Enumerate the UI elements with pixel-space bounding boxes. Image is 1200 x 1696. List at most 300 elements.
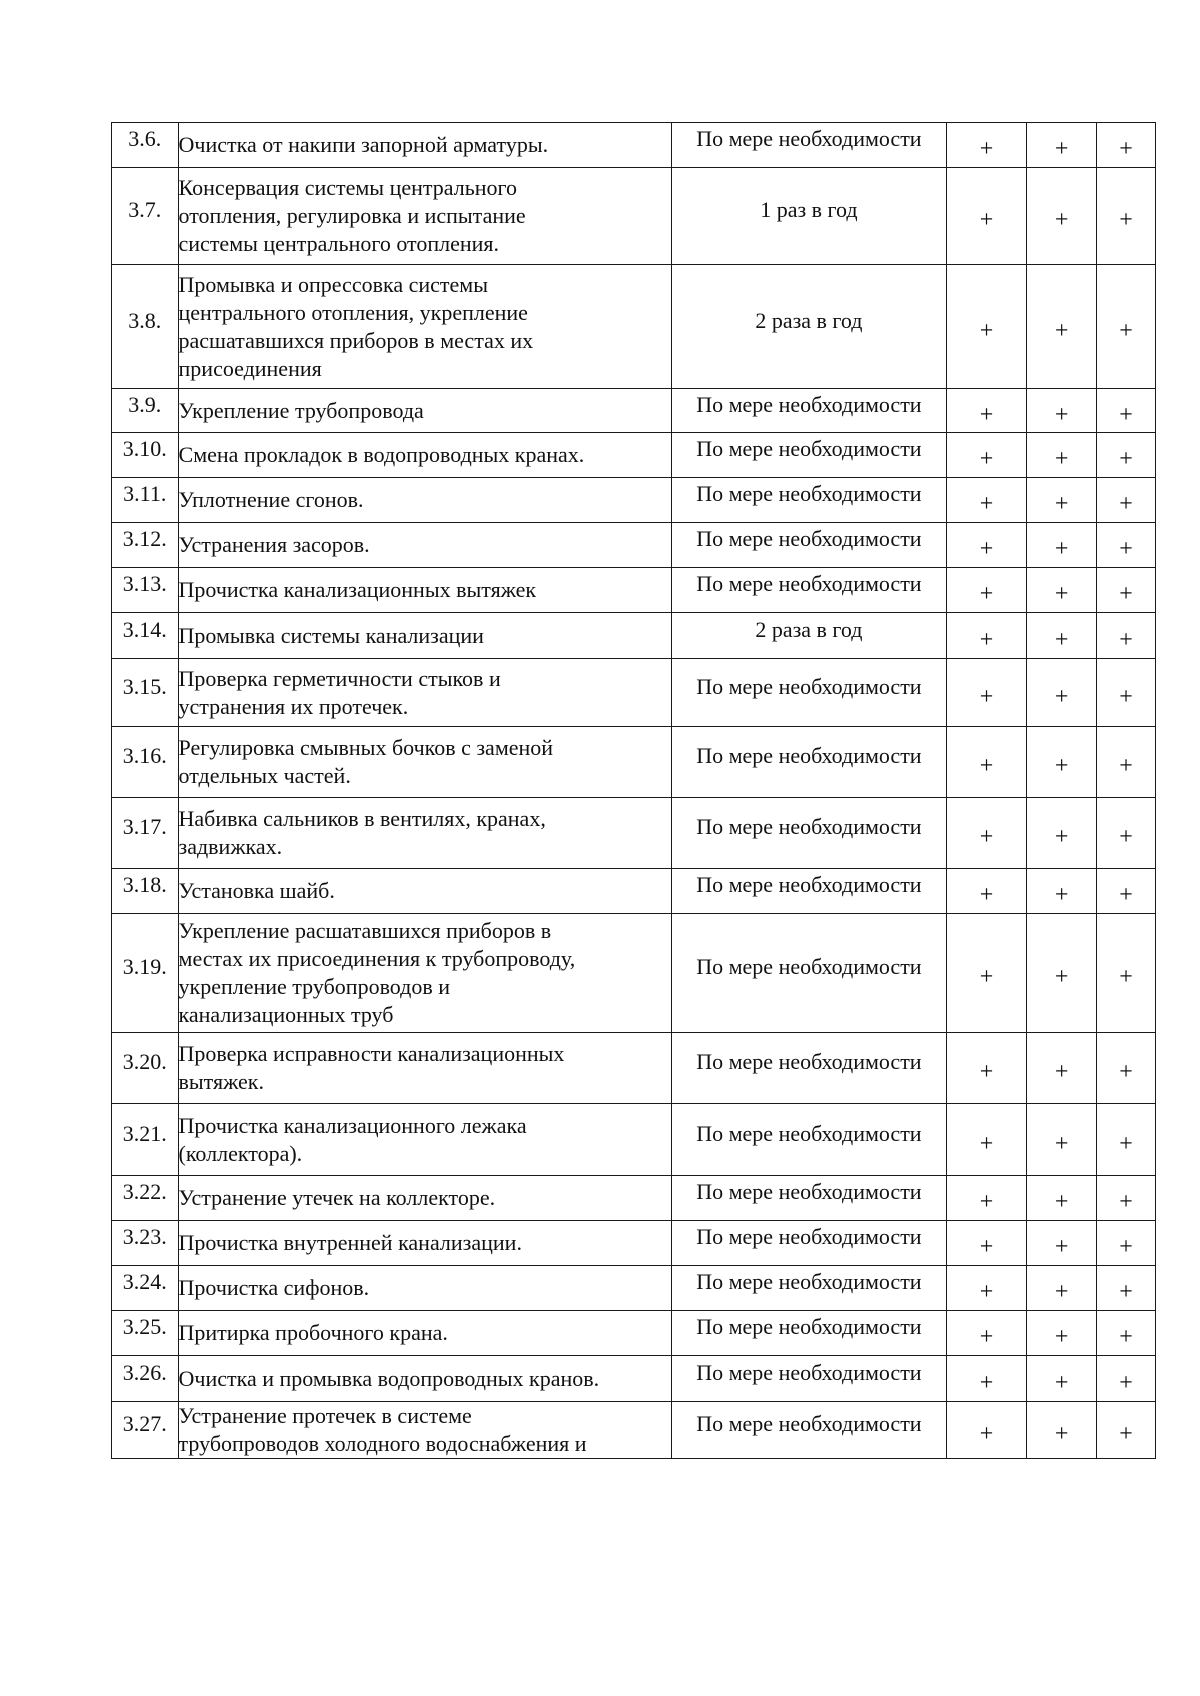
- work-description-line: присоединения: [178, 355, 322, 381]
- mark-cell: [946, 1033, 1026, 1104]
- item-number: 3.22.: [122, 1179, 167, 1204]
- plus-mark: +: [979, 1421, 994, 1447]
- item-number-cell: [112, 1311, 179, 1356]
- frequency-text: По мере необходимости: [696, 126, 922, 151]
- mark-cell: [1027, 1356, 1097, 1402]
- frequency-cell: [672, 168, 947, 265]
- plus-mark: +: [1119, 491, 1133, 517]
- plus-mark: +: [979, 964, 994, 990]
- mark-cell: [946, 568, 1026, 613]
- plus-mark: +: [979, 1189, 994, 1215]
- frequency-cell: [672, 265, 947, 389]
- plus-mark: +: [1119, 401, 1133, 428]
- mark-cell: [946, 523, 1026, 568]
- item-number-cell: [112, 1266, 179, 1311]
- work-description-cell: [178, 1311, 672, 1356]
- plus-mark: +: [1119, 1189, 1133, 1215]
- plus-mark: +: [1054, 581, 1069, 607]
- work-description-cell: [178, 798, 672, 869]
- item-number: 3.17.: [122, 814, 167, 839]
- plus-mark: +: [1054, 1324, 1069, 1350]
- plus-mark: +: [1054, 824, 1069, 850]
- item-number-cell: [112, 727, 179, 798]
- plus-mark: +: [979, 1234, 994, 1260]
- frequency-cell: [672, 389, 947, 433]
- work-description-cell: [178, 727, 672, 798]
- work-description-line: Очистка от накипи запорной арматуры.: [178, 132, 549, 157]
- plus-mark: +: [1119, 1324, 1133, 1350]
- mark-cell: [1027, 478, 1097, 523]
- frequency-text: По мере необходимости: [696, 1049, 922, 1074]
- item-number-cell: [112, 568, 179, 613]
- frequency-text: По мере необходимости: [696, 1120, 922, 1146]
- frequency-cell: [672, 433, 947, 478]
- table-row: [112, 123, 1156, 168]
- mark-cell: [1096, 389, 1155, 433]
- mark-cell: [946, 869, 1026, 914]
- plus-mark: +: [1119, 1421, 1133, 1447]
- mark-cell: [1027, 1311, 1097, 1356]
- table-row: [112, 869, 1156, 914]
- plus-mark: +: [1119, 753, 1133, 779]
- plus-mark: +: [1054, 1189, 1069, 1215]
- work-description-cell: [178, 568, 672, 613]
- item-number: 3.10.: [122, 436, 167, 461]
- work-description-line: Прочистка сифонов.: [178, 1275, 370, 1300]
- plus-mark: +: [979, 626, 994, 653]
- mark-cell: [1096, 1176, 1155, 1221]
- item-number-cell: [112, 1104, 179, 1176]
- work-description-cell: [178, 659, 672, 727]
- mark-cell: [1096, 1356, 1155, 1402]
- work-description-line: (коллектора).: [178, 1140, 303, 1166]
- mark-cell: [1096, 1266, 1155, 1311]
- mark-cell: [946, 613, 1026, 659]
- frequency-text: 2 раза в год: [755, 616, 863, 642]
- frequency-cell: [672, 914, 947, 1033]
- mark-cell: [946, 914, 1026, 1033]
- plus-mark: +: [1054, 536, 1069, 562]
- table-row: [112, 1266, 1156, 1311]
- frequency-text: По мере необходимости: [696, 481, 922, 506]
- mark-cell: [1096, 727, 1155, 798]
- item-number-cell: [112, 168, 179, 265]
- plus-mark: +: [1054, 401, 1069, 428]
- mark-cell: [946, 1311, 1026, 1356]
- plus-mark: +: [1119, 882, 1133, 908]
- mark-cell: [1096, 1221, 1155, 1266]
- plus-mark: +: [1054, 1279, 1069, 1305]
- item-number: 3.19.: [122, 954, 167, 979]
- work-description-line: Установка шайб.: [178, 878, 335, 903]
- item-number: 3.6.: [128, 126, 162, 151]
- work-description-line: устранения их протечек.: [178, 693, 409, 719]
- item-number: 3.25.: [122, 1314, 167, 1339]
- frequency-text: По мере необходимости: [696, 1411, 922, 1436]
- table-row: [112, 433, 1156, 478]
- mark-cell: [1027, 1266, 1097, 1311]
- plus-mark: +: [1119, 1369, 1133, 1396]
- plus-mark: +: [1054, 446, 1069, 472]
- plus-mark: +: [979, 1130, 994, 1157]
- mark-cell: [1096, 798, 1155, 869]
- mark-cell: [1096, 659, 1155, 727]
- item-number: 3.12.: [122, 526, 167, 551]
- frequency-text: По мере необходимости: [696, 673, 922, 699]
- frequency-cell: [672, 478, 947, 523]
- item-number-cell: [112, 1402, 179, 1459]
- mark-cell: [946, 168, 1026, 265]
- mark-cell: [1027, 1033, 1097, 1104]
- item-number-cell: [112, 1356, 179, 1402]
- plus-mark: +: [979, 446, 994, 472]
- plus-mark: +: [979, 536, 994, 562]
- work-description-cell: [178, 478, 672, 523]
- plus-mark: +: [979, 1279, 994, 1305]
- mark-cell: [1096, 1033, 1155, 1104]
- work-description-cell: [178, 265, 672, 389]
- plus-mark: +: [979, 1369, 994, 1396]
- work-description-line: Уплотнение сгонов.: [178, 487, 364, 512]
- plus-mark: +: [979, 581, 994, 607]
- work-description-line: Притирка пробочного крана.: [178, 1320, 448, 1345]
- mark-cell: [946, 1176, 1026, 1221]
- plus-mark: +: [1119, 683, 1133, 710]
- plus-mark: +: [1119, 964, 1133, 990]
- plus-mark: +: [979, 882, 994, 908]
- plus-mark: +: [979, 401, 994, 428]
- mark-cell: [1027, 1104, 1097, 1176]
- table-row: [112, 568, 1156, 613]
- mark-cell: [1027, 265, 1097, 389]
- mark-cell: [1027, 568, 1097, 613]
- table-row: [112, 1176, 1156, 1221]
- mark-cell: [946, 798, 1026, 869]
- mark-cell: [1096, 123, 1155, 168]
- mark-cell: [946, 1221, 1026, 1266]
- work-description-line: Прочистка канализационного лежака: [178, 1112, 527, 1138]
- table-row: [112, 798, 1156, 869]
- mark-cell: [1027, 523, 1097, 568]
- plus-mark: +: [979, 136, 994, 162]
- work-description-cell: [178, 1356, 672, 1402]
- work-description-line: местах их присоединения к трубопроводу,: [178, 946, 576, 971]
- plus-mark: +: [1054, 1059, 1069, 1085]
- frequency-cell: [672, 1221, 947, 1266]
- table-row: [112, 659, 1156, 727]
- table-row: [112, 1311, 1156, 1356]
- mark-cell: [1096, 433, 1155, 478]
- mark-cell: [1096, 168, 1155, 265]
- frequency-text: 1 раз в год: [760, 197, 858, 222]
- work-description-line: Устранения засоров.: [178, 532, 370, 557]
- plus-mark: +: [979, 1059, 994, 1085]
- mark-cell: [946, 433, 1026, 478]
- item-number: 3.21.: [122, 1120, 167, 1146]
- table-row: [112, 523, 1156, 568]
- frequency-text: По мере необходимости: [696, 436, 922, 461]
- mark-cell: [1027, 727, 1097, 798]
- item-number: 3.7.: [128, 197, 162, 222]
- plus-mark: +: [1119, 136, 1133, 162]
- plus-mark: +: [1054, 1130, 1069, 1157]
- plus-mark: +: [1119, 536, 1133, 562]
- item-number-cell: [112, 433, 179, 478]
- work-description-cell: [178, 1221, 672, 1266]
- item-number-cell: [112, 659, 179, 727]
- frequency-cell: [672, 568, 947, 613]
- mark-cell: [1027, 1176, 1097, 1221]
- mark-cell: [1096, 1311, 1155, 1356]
- mark-cell: [1096, 613, 1155, 659]
- frequency-cell: [672, 727, 947, 798]
- mark-cell: [1027, 1221, 1097, 1266]
- item-number: 3.20.: [122, 1049, 167, 1074]
- plus-mark: +: [1054, 136, 1069, 162]
- mark-cell: [946, 123, 1026, 168]
- plus-mark: +: [1054, 626, 1069, 653]
- work-description-cell: [178, 613, 672, 659]
- mark-cell: [946, 265, 1026, 389]
- table-row: [112, 1104, 1156, 1176]
- table-row: [112, 914, 1156, 1033]
- work-description-cell: [178, 1033, 672, 1104]
- mark-cell: [1027, 389, 1097, 433]
- frequency-text: По мере необходимости: [696, 1269, 922, 1294]
- work-description-line: расшатавшихся приборов в местах их: [178, 327, 534, 353]
- plus-mark: +: [1119, 824, 1133, 850]
- frequency-text: По мере необходимости: [696, 814, 922, 839]
- work-description-line: Укрепление трубопровода: [178, 397, 424, 423]
- item-number-cell: [112, 869, 179, 914]
- frequency-cell: [672, 1311, 947, 1356]
- work-description-line: Проверка герметичности стыков и: [178, 665, 501, 691]
- work-description-line: Прочистка внутренней канализации.: [178, 1230, 522, 1255]
- work-description-cell: [178, 1402, 672, 1459]
- table-body: [112, 123, 1156, 1459]
- frequency-text: По мере необходимости: [696, 1359, 922, 1385]
- frequency-text: 2 раза в год: [755, 307, 863, 333]
- mark-cell: [1096, 869, 1155, 914]
- mark-cell: [946, 1402, 1026, 1459]
- frequency-cell: [672, 659, 947, 727]
- plus-mark: +: [979, 824, 994, 850]
- frequency-text: По мере необходимости: [696, 1179, 922, 1204]
- plus-mark: +: [1054, 207, 1069, 233]
- item-number: 3.8.: [128, 307, 162, 333]
- item-number: 3.18.: [122, 872, 167, 897]
- mark-cell: [946, 727, 1026, 798]
- plus-mark: +: [1119, 1279, 1133, 1305]
- work-description-cell: [178, 869, 672, 914]
- plus-mark: +: [1054, 753, 1069, 779]
- mark-cell: [1027, 798, 1097, 869]
- table-row: [112, 1033, 1156, 1104]
- work-description-cell: [178, 123, 672, 168]
- work-description-line: Промывка и опрессовка системы: [178, 271, 488, 297]
- item-number-cell: [112, 798, 179, 869]
- frequency-cell: [672, 1402, 947, 1459]
- plus-mark: +: [1054, 317, 1069, 344]
- table-row: [112, 1356, 1156, 1402]
- frequency-cell: [672, 523, 947, 568]
- item-number-cell: [112, 613, 179, 659]
- frequency-cell: [672, 1356, 947, 1402]
- mark-cell: [946, 478, 1026, 523]
- table-row: [112, 478, 1156, 523]
- table-row: [112, 1402, 1156, 1459]
- item-number: 3.13.: [122, 571, 167, 596]
- plus-mark: +: [1119, 207, 1133, 233]
- frequency-text: По мере необходимости: [696, 391, 922, 417]
- plus-mark: +: [1119, 1059, 1133, 1085]
- work-description-line: центрального отопления, укрепление: [178, 299, 528, 325]
- mark-cell: [1096, 914, 1155, 1033]
- plus-mark: +: [1119, 446, 1133, 472]
- item-number-cell: [112, 914, 179, 1033]
- frequency-text: По мере необходимости: [696, 954, 922, 979]
- work-description-line: Промывка системы канализации: [178, 622, 484, 648]
- work-description-line: системы центрального отопления.: [178, 231, 500, 256]
- item-number: 3.9.: [128, 391, 162, 417]
- item-number: 3.16.: [122, 743, 167, 768]
- mark-cell: [1096, 1104, 1155, 1176]
- plus-mark: +: [1119, 1130, 1133, 1157]
- item-number-cell: [112, 1221, 179, 1266]
- work-description-line: укрепление трубопроводов и: [178, 974, 451, 999]
- item-number-cell: [112, 1033, 179, 1104]
- item-number: 3.11.: [123, 481, 167, 506]
- frequency-cell: [672, 1104, 947, 1176]
- mark-cell: [1027, 123, 1097, 168]
- mark-cell: [1027, 914, 1097, 1033]
- work-description-line: отопления, регулировка и испытание: [178, 203, 526, 228]
- item-number: 3.15.: [122, 673, 167, 699]
- table-row: [112, 168, 1156, 265]
- work-description-cell: [178, 389, 672, 433]
- work-description-line: Укрепление расшатавшихся приборов в: [178, 918, 552, 943]
- mark-cell: [1027, 659, 1097, 727]
- plus-mark: +: [1054, 882, 1069, 908]
- plus-mark: +: [1054, 1369, 1069, 1396]
- plus-mark: +: [1119, 626, 1133, 653]
- plus-mark: +: [1054, 964, 1069, 990]
- mark-cell: [1027, 1402, 1097, 1459]
- plus-mark: +: [1119, 581, 1133, 607]
- mark-cell: [1096, 1402, 1155, 1459]
- item-number: 3.26.: [122, 1359, 167, 1385]
- work-description-line: канализационных труб: [178, 1002, 394, 1027]
- work-description-line: Проверка исправности канализационных: [178, 1041, 565, 1066]
- item-number-cell: [112, 478, 179, 523]
- mark-cell: [1027, 168, 1097, 265]
- frequency-text: По мере необходимости: [696, 1314, 922, 1339]
- work-description-cell: [178, 1104, 672, 1176]
- plus-mark: +: [1054, 1421, 1069, 1447]
- frequency-cell: [672, 613, 947, 659]
- plus-mark: +: [979, 491, 994, 517]
- mark-cell: [946, 659, 1026, 727]
- frequency-text: По мере необходимости: [696, 526, 922, 551]
- frequency-text: По мере необходимости: [696, 872, 922, 897]
- work-description-line: Консервация системы центрального: [178, 175, 517, 200]
- work-description-line: Смена прокладок в водопроводных кранах.: [178, 442, 585, 467]
- item-number: 3.23.: [122, 1224, 167, 1249]
- mark-cell: [1096, 265, 1155, 389]
- work-description-line: Набивка сальников в вентилях, кранах,: [178, 806, 546, 831]
- mark-cell: [1096, 478, 1155, 523]
- table-row: [112, 613, 1156, 659]
- frequency-text: По мере необходимости: [696, 743, 922, 768]
- mark-cell: [946, 389, 1026, 433]
- plus-mark: +: [1054, 1234, 1069, 1260]
- item-number: 3.24.: [122, 1269, 167, 1294]
- work-description-line: отдельных частей.: [178, 763, 351, 788]
- mark-cell: [1027, 869, 1097, 914]
- mark-cell: [1027, 613, 1097, 659]
- mark-cell: [946, 1356, 1026, 1402]
- work-description-line: Устранение утечек на коллекторе.: [178, 1185, 496, 1210]
- plus-mark: +: [979, 317, 994, 344]
- table-row: [112, 265, 1156, 389]
- work-description-line: Регулировка смывных бочков с заменой: [178, 735, 554, 760]
- plus-mark: +: [1054, 683, 1069, 710]
- mark-cell: [946, 1104, 1026, 1176]
- work-description-cell: [178, 433, 672, 478]
- frequency-cell: [672, 1033, 947, 1104]
- plus-mark: +: [979, 753, 994, 779]
- work-description-cell: [178, 1266, 672, 1311]
- item-number: 3.14.: [122, 616, 167, 642]
- table-row: [112, 1221, 1156, 1266]
- item-number-cell: [112, 389, 179, 433]
- plus-mark: +: [979, 1324, 994, 1350]
- plus-mark: +: [1054, 491, 1069, 517]
- item-number-cell: [112, 1176, 179, 1221]
- work-description-cell: [178, 914, 672, 1033]
- work-description-line: Устранение протечек в системе: [178, 1403, 472, 1428]
- work-description-cell: [178, 523, 672, 568]
- plus-mark: +: [1119, 317, 1133, 344]
- plus-mark: +: [1119, 1234, 1133, 1260]
- frequency-cell: [672, 798, 947, 869]
- frequency-text: По мере необходимости: [696, 1224, 922, 1249]
- item-number: 3.27.: [122, 1411, 167, 1436]
- mark-cell: [946, 1266, 1026, 1311]
- work-description-line: трубопроводов холодного водоснабжения и: [178, 1431, 587, 1456]
- mark-cell: [1096, 568, 1155, 613]
- plus-mark: +: [979, 683, 994, 710]
- mark-cell: [1096, 523, 1155, 568]
- work-description-line: Очистка и промывка водопроводных кранов.: [178, 1365, 600, 1391]
- frequency-cell: [672, 123, 947, 168]
- frequency-cell: [672, 1266, 947, 1311]
- mark-cell: [1027, 433, 1097, 478]
- plus-mark: +: [979, 207, 994, 233]
- work-description-line: Прочистка канализационных вытяжек: [178, 577, 537, 602]
- table-row: [112, 389, 1156, 433]
- table-row: [112, 727, 1156, 798]
- frequency-text: По мере необходимости: [696, 571, 922, 596]
- work-description-cell: [178, 168, 672, 265]
- work-description-line: вытяжек.: [178, 1069, 264, 1094]
- item-number-cell: [112, 123, 179, 168]
- frequency-cell: [672, 1176, 947, 1221]
- work-description-line: задвижках.: [178, 834, 283, 859]
- work-description-cell: [178, 1176, 672, 1221]
- item-number-cell: [112, 523, 179, 568]
- maintenance-works-table: [111, 122, 1156, 1459]
